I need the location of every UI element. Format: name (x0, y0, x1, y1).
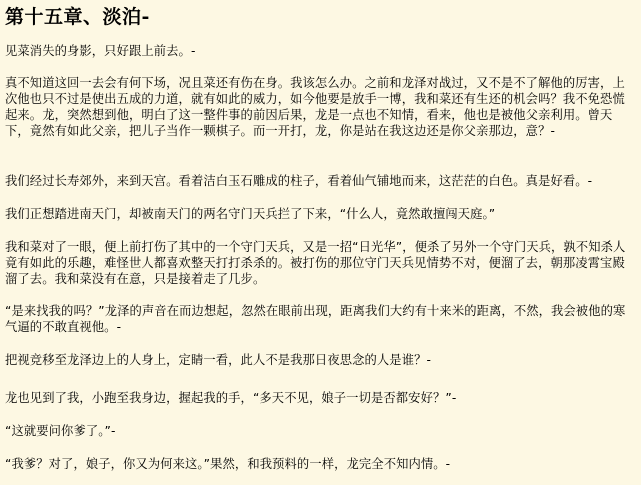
paragraph-3: 我们经过长寿郊外，来到天宫。看着洁白玉石雕成的柱子，看着仙气铺地而来，这茫茫的白色。真是好看。- (5, 174, 593, 188)
paragraph-9: “这就要问你爹了。”- (5, 424, 116, 438)
paragraph-6: “是来找我的吗？”龙泽的声音在而边想起，忽然在眼前出现，距离我们大约有十来米的距离，不然，我会被他的寒气逼的不敢直视他。- (5, 304, 626, 334)
paragraph-2: 真不知道这回一去会有何下场，况且菜还有伤在身。我该怎么办。之前和龙泽对战过，又不是不了解他的厉害，上次他也只不过是使出五成的力道，就有如此的威力，如今他要是放手一博，我和菜还有生还的机会吗？我不免恐慌起来。龙，突然想到他，明白了这一整件事的前因后果，龙是一点也不知情，看来，他也是被他父亲利用。曾天下，竟然有如此父亲，把儿子当作一颗棋子。而一开打，龙，你是站在我这边还是你父亲那边，意？- (5, 76, 625, 138)
paragraph-7: 把视竞移至龙泽边上的人身上，定睛一看，此人不是我那日夜思念的人是谁？- (5, 353, 432, 367)
chapter-title: 第十五章、淡泊- (5, 6, 150, 28)
paragraph-8: 龙也见到了我，小跑至我身边，握起我的手，“多天不见，娘子一切是否都安好？”- (5, 391, 457, 405)
paragraph-10: “我爹？对了，娘子，你又为何来这。”果然，和我预料的一样，龙完全不知内情。- (5, 457, 451, 471)
paragraph-4: 我们正想踏进南天门，却被南天门的两名守门天兵拦了下来，“什么人，竟然敢擅闯天庭。” (5, 207, 496, 221)
paragraph-5: 我和菜对了一眼，便上前打伤了其中的一个守门天兵，又是一招“日光华”，便杀了另外一个守门天兵，孰不知杀人竟有如此的乐趣，难怪世人都喜欢整天打打杀杀的。被打伤的那位守门天兵见情势不对，便溜了去，朝那凌霄宝殿溜了去。我和菜没有在意，只是接着走了几步。 (5, 240, 626, 286)
paragraph-1: 见菜消失的身影，只好跟上前去。- (5, 44, 196, 58)
